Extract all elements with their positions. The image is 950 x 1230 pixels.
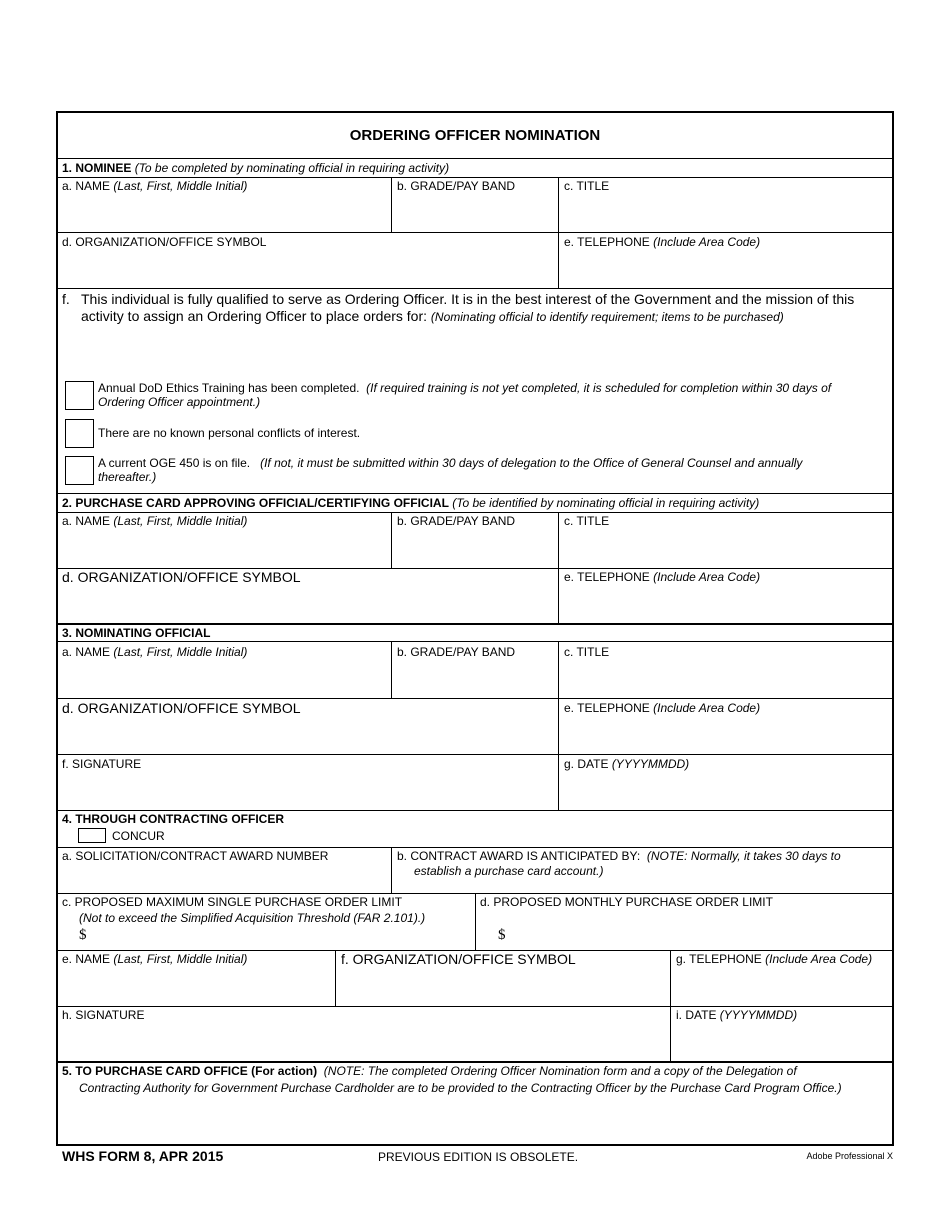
monthly-limit-label: d. PROPOSED MONTHLY PURCHASE ORDER LIMIT	[480, 895, 773, 909]
divider	[57, 493, 893, 494]
ethics-training-checkbox[interactable]	[65, 381, 94, 410]
contract-award-note: establish a purchase card account.)	[414, 864, 604, 878]
max-single-purchase-note: (Not to exceed the Simplified Acquisition Threshold (FAR 2.101).)	[79, 911, 426, 925]
solicitation-number-label: a. SOLICITATION/CONTRACT AWARD NUMBER	[62, 849, 329, 863]
nominee-title-label: c. TITLE	[564, 179, 610, 193]
nominating-official-grade-label: b. GRADE/PAY BAND	[397, 645, 516, 659]
requirement-field[interactable]	[81, 326, 881, 376]
section-5-heading: 5. TO PURCHASE CARD OFFICE (For action) (NOTE: The completed Ordering Officer Nomination form and a copy of the Delegation of	[62, 1064, 797, 1078]
approving-official-title-label: c. TITLE	[564, 514, 610, 528]
section-5-note: Contracting Authority for Government Purchase Cardholder are to be provided to the Contracting Officer by the Purchase Card Program Office.)	[79, 1081, 842, 1095]
item-f-letter: f.	[62, 291, 70, 307]
section-4-heading: 4. THROUGH CONTRACTING OFFICER	[62, 812, 284, 826]
nominating-official-title-label: c. TITLE	[564, 645, 610, 659]
contracting-officer-org-label: f. ORGANIZATION/OFFICE SYMBOL	[341, 951, 576, 967]
nominating-official-date-label: g. DATE (YYYYMMDD)	[564, 757, 690, 771]
section-2-heading: 2. PURCHASE CARD APPROVING OFFICIAL/CERTIFYING OFFICIAL (To be identified by nominating official in requiring activity)	[62, 496, 760, 510]
max-single-purchase-field[interactable]	[92, 927, 462, 947]
no-conflicts-checkbox[interactable]	[65, 419, 94, 448]
monthly-limit-field[interactable]	[511, 927, 881, 947]
max-single-dollar-sign: $	[79, 927, 87, 943]
divider	[57, 158, 893, 159]
nominee-grade-label: b. GRADE/PAY BAND	[397, 179, 516, 193]
nominating-official-telephone-label: e. TELEPHONE (Include Area Code)	[564, 701, 761, 715]
approving-official-name-label: a. NAME (Last, First, Middle Initial)	[62, 514, 248, 528]
nominee-telephone-label: e. TELEPHONE (Include Area Code)	[564, 235, 761, 249]
oge-450-checkbox[interactable]	[65, 456, 94, 485]
form-title: ORDERING OFFICER NOMINATION	[349, 127, 601, 144]
nominee-name-label: a. NAME (Last, First, Middle Initial)	[62, 179, 248, 193]
divider	[475, 893, 476, 950]
contract-award-label: b. CONTRACT AWARD IS ANTICIPATED BY: (NOTE: Normally, it takes 30 days to	[397, 849, 841, 863]
contracting-officer-telephone-label: g. TELEPHONE (Include Area Code)	[676, 952, 873, 966]
software-credit: Adobe Professional X	[806, 1151, 893, 1161]
contracting-officer-date-label: i. DATE (YYYYMMDD)	[676, 1008, 798, 1022]
approving-official-telephone-label: e. TELEPHONE (Include Area Code)	[564, 570, 761, 584]
approving-official-org-label: d. ORGANIZATION/OFFICE SYMBOL	[62, 569, 301, 585]
no-conflicts-text: There are no known personal conflicts of interest.	[98, 426, 361, 440]
contracting-officer-signature-label: h. SIGNATURE	[62, 1008, 145, 1022]
nominating-official-signature-label: f. SIGNATURE	[62, 757, 142, 771]
max-single-purchase-label: c. PROPOSED MAXIMUM SINGLE PURCHASE ORDER LIMIT	[62, 895, 403, 909]
qualification-statement: This individual is fully qualified to serve as Ordering Officer. It is in the best interest of the Government and the mission of this	[81, 291, 855, 307]
concur-checkbox[interactable]	[78, 828, 106, 843]
oge-450-note: thereafter.)	[98, 470, 157, 484]
divider	[57, 288, 893, 289]
section-1-heading: 1. NOMINEE (To be completed by nominating official in requiring activity)	[62, 161, 450, 175]
divider	[57, 1061, 893, 1063]
form-number: WHS FORM 8, APR 2015	[62, 1148, 224, 1164]
section-3-heading: 3. NOMINATING OFFICIAL	[62, 626, 211, 640]
approving-official-grade-label: b. GRADE/PAY BAND	[397, 514, 516, 528]
qualification-statement-cont: activity to assign an Ordering Officer to place orders for: (Nominating official to identify requirement; items to be purchased)	[81, 308, 784, 324]
concur-label: CONCUR	[112, 829, 165, 843]
nominee-org-label: d. ORGANIZATION/OFFICE SYMBOL	[62, 235, 267, 249]
divider	[57, 810, 893, 811]
ethics-training-note: Ordering Officer appointment.)	[98, 395, 261, 409]
contracting-officer-name-label: e. NAME (Last, First, Middle Initial)	[62, 952, 248, 966]
edition-notice: PREVIOUS EDITION IS OBSOLETE.	[378, 1150, 579, 1164]
ethics-training-text: Annual DoD Ethics Training has been completed. (If required training is not yet completed, it is scheduled for completion within 30 days of	[98, 381, 832, 395]
contracting-officer-signature-field[interactable]	[57, 1007, 670, 1061]
oge-450-text: A current OGE 450 is on file. (If not, it must be submitted within 30 days of delegation to the Office of General Counsel and annually	[98, 456, 803, 470]
nominating-official-org-label: d. ORGANIZATION/OFFICE SYMBOL	[62, 700, 301, 716]
monthly-dollar-sign: $	[498, 927, 506, 943]
divider	[57, 623, 893, 625]
nominating-official-name-label: a. NAME (Last, First, Middle Initial)	[62, 645, 248, 659]
purchase-card-office-field[interactable]	[57, 1098, 893, 1144]
